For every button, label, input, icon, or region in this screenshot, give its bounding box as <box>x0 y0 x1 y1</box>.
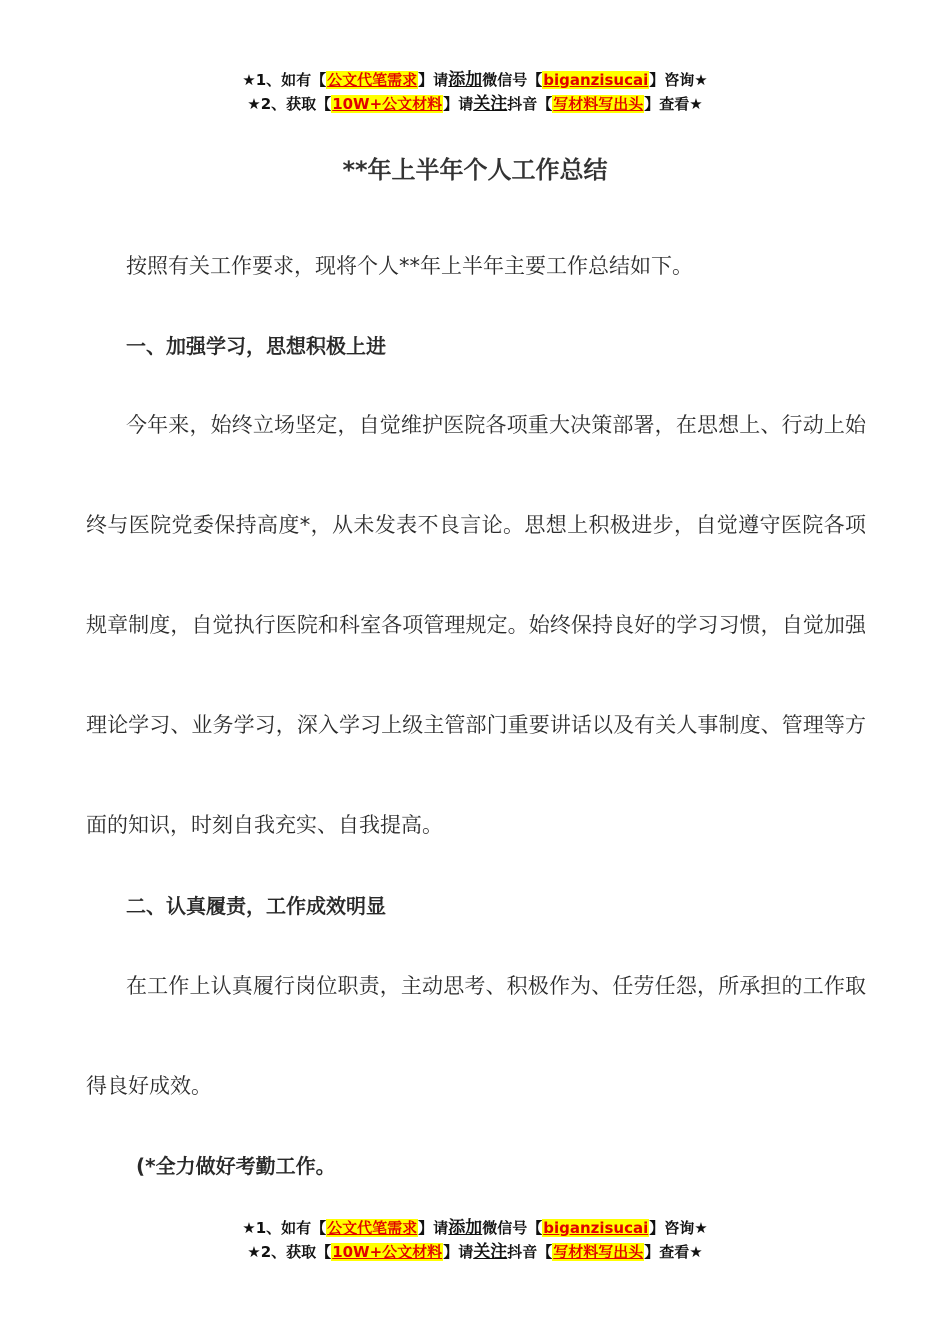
promo-text: 】请 <box>418 1219 449 1237</box>
promo-text: 】咨询★ <box>649 71 708 89</box>
promo-highlight: biganzisucai <box>543 71 649 89</box>
promo-emphasis: 关注 <box>473 94 508 114</box>
promo-text: 】请 <box>443 1243 474 1261</box>
promo-highlight: 公文代笔需求 <box>327 1219 418 1237</box>
promo-emphasis: 添加 <box>448 70 483 90</box>
promo-text: 】咨询★ <box>649 1219 708 1237</box>
document-title: **年上半年个人工作总结 <box>342 156 608 184</box>
promo-banner-bottom <box>0 1216 950 1264</box>
promo-highlight: 写材料写出头 <box>553 1243 644 1261</box>
promo-text: 】请 <box>443 95 474 113</box>
promo-text: 抖音【 <box>507 95 553 113</box>
subsection1-heading: (*全力做好考勤工作。 <box>136 1154 336 1178</box>
promo-text: ★2、获取【 <box>247 1243 332 1261</box>
promo-banner-top <box>0 68 950 116</box>
promo-emphasis: 添加 <box>448 1218 483 1238</box>
promo-highlight: 10W+公文材料 <box>332 95 443 113</box>
section1-body: 今年来，始终立场坚定，自觉维护医院各项重大决策部署，在思想上、行动上始终与医院党委保持高度*，从未发表不良言论。思想上积极进步，自觉遵守医院各项规章制度，自觉执行医院和科室各项管理规定。始终保持良好的学习习惯，自觉加强理论学习、业务学习，深入学习上级主管部门重要讲话以及有关人事制度、管理等方面的知识，时刻自我充实、自我提高。 <box>86 413 866 837</box>
promo-text: 微信号【 <box>482 1219 543 1237</box>
promo-text: 】查看★ <box>644 95 703 113</box>
promo-emphasis: 关注 <box>473 1242 508 1262</box>
promo-line-1 <box>0 68 950 92</box>
promo-line-2 <box>0 92 950 116</box>
intro-paragraph: 按照有关工作要求，现将个人**年上半年主要工作总结如下。 <box>126 254 693 278</box>
promo-text: ★2、获取【 <box>247 95 332 113</box>
promo-text: 】查看★ <box>644 1243 703 1261</box>
section1-heading: 一、加强学习，思想积极上进 <box>126 334 386 358</box>
promo-text: ★1、如有【 <box>242 71 327 89</box>
section2-heading: 二、认真履责，工作成效明显 <box>126 894 386 918</box>
promo-text: 】请 <box>418 71 449 89</box>
promo-line-1 <box>0 1216 950 1240</box>
promo-text: 微信号【 <box>482 71 543 89</box>
promo-highlight: 写材料写出头 <box>553 95 644 113</box>
section2-body: 在工作上认真履行岗位职责，主动思考、积极作为、任劳任怨，所承担的工作取得良好成效。 <box>86 974 866 1098</box>
promo-highlight: biganzisucai <box>543 1219 649 1237</box>
promo-text: 抖音【 <box>507 1243 553 1261</box>
promo-line-2 <box>0 1240 950 1264</box>
promo-highlight: 公文代笔需求 <box>327 71 418 89</box>
promo-text: ★1、如有【 <box>242 1219 327 1237</box>
promo-highlight: 10W+公文材料 <box>332 1243 443 1261</box>
